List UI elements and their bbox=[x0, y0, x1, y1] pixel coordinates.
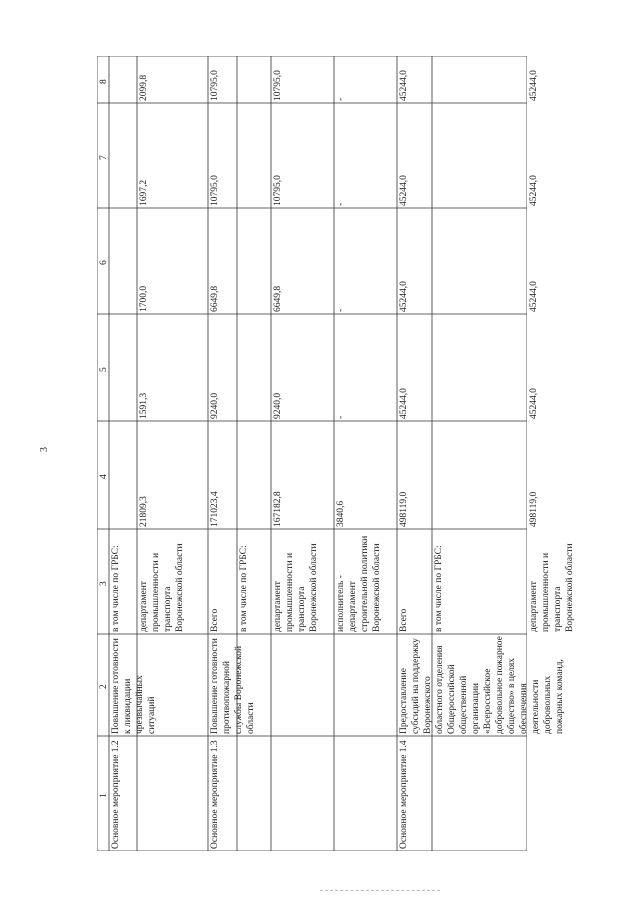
cell-row3-col5: 9240,0 bbox=[210, 392, 220, 419]
cell-row7-col2: Предоставление субсидий на поддержку Воронежского областного отделения Общероссийской общественной организации «Всероссийское добровольное пожарное общество» в целях обеспечения деятельности добровольных пожарных команд, bbox=[399, 636, 565, 734]
cell-row2-col4: 21809,3 bbox=[139, 496, 149, 527]
cell-row4-col3: в том числе по ГРБС: bbox=[239, 545, 249, 632]
cell-row9-col8: 45244,0 bbox=[529, 70, 539, 101]
cell-row6-col6: - bbox=[336, 308, 346, 312]
cell-row9-col7: 45244,0 bbox=[529, 175, 539, 206]
column-header-3: 3 bbox=[99, 580, 109, 586]
cell-row3-col8: 10795,0 bbox=[210, 70, 220, 101]
cell-row6-col7: - bbox=[336, 202, 346, 206]
cell-row1-col3: в том числе по ГРБС: bbox=[111, 545, 121, 632]
cell-row7-col4: 498119,0 bbox=[399, 491, 409, 527]
cell-row3-col1: Основное мероприятие 1.3 bbox=[210, 740, 220, 849]
column-header-8: 8 bbox=[99, 78, 109, 84]
column-header-2: 2 bbox=[99, 684, 109, 689]
cell-row3-col6: 6649,8 bbox=[210, 285, 220, 312]
cell-row5-col8: 10795,0 bbox=[273, 70, 283, 101]
column-header-4: 4 bbox=[99, 474, 109, 479]
cell-row3-col3: Всего bbox=[210, 608, 220, 632]
bottom-divider bbox=[320, 890, 440, 891]
cell-row8-col3: в том числе по ГРБС: bbox=[434, 545, 444, 632]
cell-row5-col7: 10795,0 bbox=[273, 175, 283, 206]
cell-row2-col7: 1697,2 bbox=[139, 179, 149, 206]
column-header-6: 6 bbox=[99, 260, 109, 265]
cell-row7-col6: 45244,0 bbox=[399, 281, 409, 312]
cell-row5-col4: 167182,8 bbox=[273, 491, 283, 527]
cell-row1-col2: Повышение готовности к ликвидации чрезвычайных ситуаций bbox=[111, 638, 157, 734]
cell-row5-col5: 9240,0 bbox=[273, 392, 283, 419]
cell-row9-col4: 498119,0 bbox=[529, 491, 539, 527]
column-header-5: 5 bbox=[99, 366, 109, 372]
cell-row1-col1: Основное мероприятие 1.2 bbox=[111, 740, 121, 849]
cell-row6-col3: исполнитель - департамент строительной политики Воронежской области bbox=[336, 535, 382, 632]
column-header-7: 7 bbox=[99, 154, 109, 160]
budget-table bbox=[97, 56, 575, 851]
cell-row3-col4: 171023,4 bbox=[210, 491, 220, 527]
cell-row6-col4: 3840,6 bbox=[336, 500, 346, 527]
cell-row6-col8: - bbox=[336, 97, 346, 101]
cell-row7-col7: 45244,0 bbox=[399, 175, 409, 206]
cell-row2-col6: 1700,0 bbox=[139, 285, 149, 312]
cell-row9-col5: 45244,0 bbox=[529, 388, 539, 419]
cell-row2-col5: 1591,3 bbox=[139, 392, 149, 419]
cell-row9-col6: 45244,0 bbox=[529, 281, 539, 312]
cell-row7-col3: Всего bbox=[399, 608, 409, 632]
cell-row3-col2: Повышение готовности противопожарной службы Воронежской области bbox=[210, 638, 256, 734]
cell-row5-col3: департамент промышленности и транспорта Воронежской области bbox=[273, 543, 319, 632]
cell-row6-col5: - bbox=[336, 415, 346, 419]
cell-row2-col8: 2099,8 bbox=[139, 74, 149, 101]
cell-row7-col1: Основное мероприятие 1.4 bbox=[399, 740, 409, 849]
page-number: 3 bbox=[39, 447, 50, 452]
cell-row3-col7: 10795,0 bbox=[210, 175, 220, 206]
cell-row5-col6: 6649,8 bbox=[273, 285, 283, 312]
column-header-1: 1 bbox=[99, 792, 109, 798]
cell-row7-col8: 45244,0 bbox=[399, 70, 409, 101]
cell-row9-col3: департамент промышленности и транспорта Воронежской области bbox=[529, 543, 575, 632]
cell-row2-col3: департамент промышленности и транспорта Воронежской области bbox=[139, 543, 185, 632]
cell-row7-col5: 45244,0 bbox=[399, 388, 409, 419]
